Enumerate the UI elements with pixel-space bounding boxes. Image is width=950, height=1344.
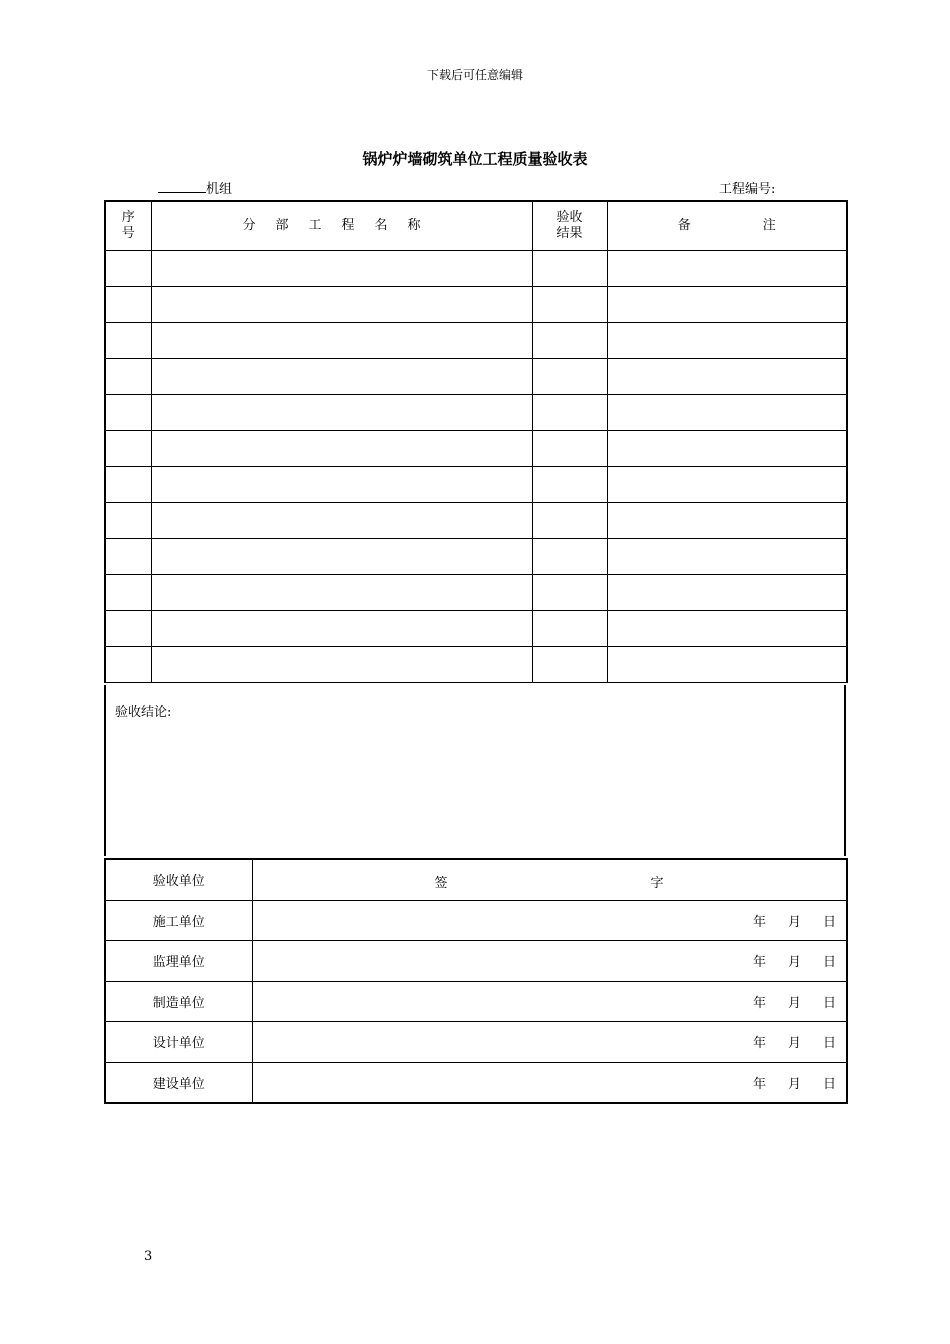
name-cell[interactable] — [151, 539, 532, 575]
name-header — [151, 201, 532, 251]
sign-header-row — [105, 859, 847, 900]
date-year-label: 年 — [752, 955, 766, 971]
remark-cell[interactable] — [607, 647, 847, 683]
remark-cell[interactable] — [607, 251, 847, 287]
seq-cell[interactable] — [105, 503, 151, 539]
date-month-label: 月 — [787, 1076, 801, 1092]
remark-header — [607, 201, 847, 251]
result-cell[interactable] — [532, 431, 607, 467]
sign-unit-label: 建设单位 — [105, 1062, 252, 1103]
seq-cell[interactable] — [105, 575, 151, 611]
unit-line — [158, 178, 232, 197]
result-cell[interactable] — [532, 539, 607, 575]
seq-cell[interactable] — [105, 359, 151, 395]
sign-header-right: 字 — [650, 875, 664, 891]
date-year-label: 年 — [752, 1036, 766, 1052]
remark-cell[interactable] — [607, 431, 847, 467]
table-row — [105, 611, 847, 647]
items-header-row — [105, 201, 847, 251]
seq-header-line2: 号 — [121, 226, 135, 241]
seq-cell[interactable] — [105, 611, 151, 647]
sign-row — [105, 900, 847, 941]
sign-row — [105, 1022, 847, 1063]
remark-cell[interactable] — [607, 503, 847, 539]
name-cell[interactable] — [151, 431, 532, 467]
result-cell[interactable] — [532, 575, 607, 611]
table-row — [105, 575, 847, 611]
name-cell[interactable] — [151, 323, 532, 359]
signature-cell[interactable] — [252, 900, 847, 941]
sign-header-left: 签 — [434, 875, 448, 891]
table-row — [105, 251, 847, 287]
remark-cell[interactable] — [607, 611, 847, 647]
name-cell[interactable] — [151, 575, 532, 611]
seq-header — [105, 201, 151, 251]
result-cell[interactable] — [532, 395, 607, 431]
project-no-label: 工程编号: — [719, 182, 776, 197]
name-cell[interactable] — [151, 611, 532, 647]
name-cell[interactable] — [151, 359, 532, 395]
table-row — [105, 359, 847, 395]
unit-suffix: 机组 — [206, 182, 233, 197]
seq-cell[interactable] — [105, 395, 151, 431]
seq-header-line1: 序 — [121, 210, 135, 225]
name-cell[interactable] — [151, 395, 532, 431]
seq-cell[interactable] — [105, 431, 151, 467]
sign-row — [105, 981, 847, 1022]
header-note: 下载后可任意编辑 — [426, 68, 523, 82]
sign-unit-header: 验收单位 — [105, 859, 252, 900]
name-cell[interactable] — [151, 251, 532, 287]
result-header — [532, 201, 607, 251]
remark-cell[interactable] — [607, 359, 847, 395]
remark-cell[interactable] — [607, 575, 847, 611]
name-cell[interactable] — [151, 647, 532, 683]
result-cell[interactable] — [532, 467, 607, 503]
date-year-label: 年 — [752, 995, 766, 1011]
seq-cell[interactable] — [105, 467, 151, 503]
result-cell[interactable] — [532, 323, 607, 359]
table-row — [105, 503, 847, 539]
date-day-label: 日 — [822, 1076, 836, 1092]
seq-cell[interactable] — [105, 323, 151, 359]
result-cell[interactable] — [532, 359, 607, 395]
result-cell[interactable] — [532, 647, 607, 683]
signature-cell[interactable] — [252, 1062, 847, 1103]
seq-cell[interactable] — [105, 251, 151, 287]
remark-cell[interactable] — [607, 395, 847, 431]
date-month-label: 月 — [787, 914, 801, 930]
result-cell[interactable] — [532, 287, 607, 323]
signature-cell[interactable] — [252, 941, 847, 982]
remark-cell[interactable] — [607, 323, 847, 359]
result-cell[interactable] — [532, 251, 607, 287]
table-row — [105, 395, 847, 431]
name-cell[interactable] — [151, 287, 532, 323]
items-table — [104, 200, 848, 683]
date-field — [731, 992, 846, 1011]
table-row — [105, 287, 847, 323]
document-title: 锅炉炉墙砌筑单位工程质量验收表 — [362, 150, 588, 168]
seq-cell[interactable] — [105, 287, 151, 323]
result-cell[interactable] — [532, 611, 607, 647]
conclusion-label: 验收结论: — [115, 705, 172, 720]
sign-unit-label: 制造单位 — [105, 981, 252, 1022]
page-number: 3 — [144, 1249, 153, 1264]
date-field — [731, 1073, 846, 1092]
table-row — [105, 323, 847, 359]
table-row — [105, 431, 847, 467]
sign-unit-label: 施工单位 — [105, 900, 252, 941]
date-year-label: 年 — [752, 914, 766, 930]
date-month-label: 月 — [787, 1036, 801, 1052]
sign-unit-label: 设计单位 — [105, 1022, 252, 1063]
name-header-text: 分部工程名称 — [242, 218, 441, 233]
signature-cell[interactable] — [252, 1022, 847, 1063]
name-cell[interactable] — [151, 467, 532, 503]
sign-table — [104, 858, 848, 1104]
unit-blank[interactable] — [158, 180, 206, 193]
date-day-label: 日 — [822, 955, 836, 971]
sign-unit-label: 监理单位 — [105, 941, 252, 982]
seq-cell[interactable] — [105, 647, 151, 683]
sign-row — [105, 941, 847, 982]
date-day-label: 日 — [822, 914, 836, 930]
conclusion-box[interactable] — [104, 685, 846, 856]
signature-cell[interactable] — [252, 981, 847, 1022]
date-month-label: 月 — [787, 955, 801, 971]
date-year-label: 年 — [752, 1076, 766, 1092]
remark-cell[interactable] — [607, 539, 847, 575]
seq-cell[interactable] — [105, 539, 151, 575]
date-month-label: 月 — [787, 995, 801, 1011]
date-field — [731, 1032, 846, 1051]
result-cell[interactable] — [532, 503, 607, 539]
date-day-label: 日 — [822, 995, 836, 1011]
table-row — [105, 539, 847, 575]
remark-cell[interactable] — [607, 287, 847, 323]
result-header-line2: 结果 — [556, 226, 583, 241]
name-cell[interactable] — [151, 503, 532, 539]
table-row — [105, 467, 847, 503]
date-field — [731, 911, 846, 930]
table-row — [105, 647, 847, 683]
result-header-line1: 验收 — [556, 210, 583, 225]
sign-header — [252, 859, 847, 900]
remark-header-right: 注 — [762, 218, 776, 233]
remark-header-left: 备 — [677, 218, 691, 233]
remark-cell[interactable] — [607, 467, 847, 503]
sign-row — [105, 1062, 847, 1103]
date-day-label: 日 — [822, 1036, 836, 1052]
date-field — [731, 951, 846, 970]
